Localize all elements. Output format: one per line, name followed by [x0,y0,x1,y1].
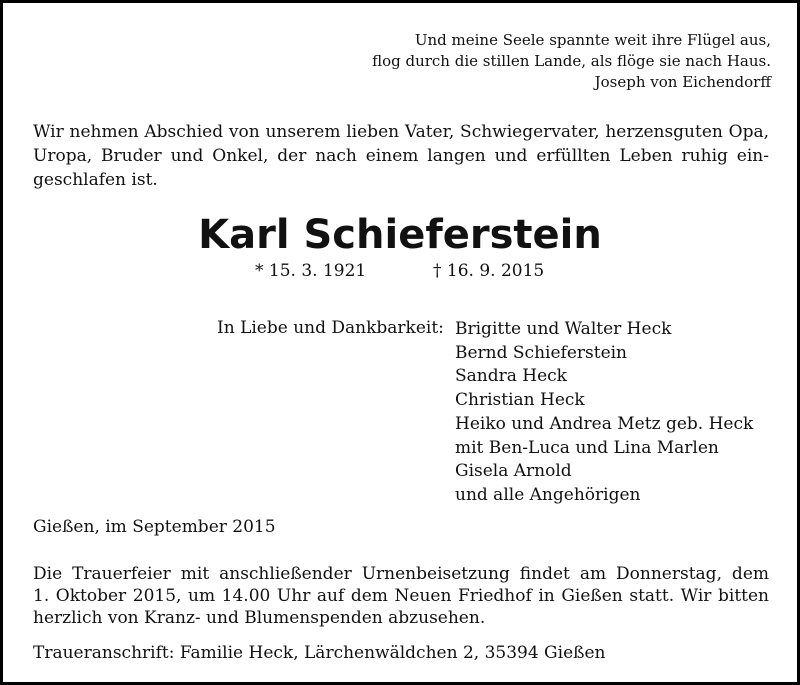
service-line: 1. Oktober 2015, um 14.00 Uhr auf dem Neuen Friedhof in Gießen statt. Wir bitten [33,586,769,606]
poem-quote [372,30,771,93]
service-line: Die Trauerfeier mit anschließender Urnenbeisetzung findet am Donnerstag, dem [33,564,769,584]
quote-author: Joseph von Eichendorff [594,73,771,91]
intro-line: geschlafen ist. [33,170,158,190]
family-member: Gisela Arnold [455,461,572,482]
family-member: Christian Heck [455,390,585,411]
quote-line: Und meine Seele spannte weit ihre Flügel aus, [414,31,771,49]
intro-line: Uropa, Bruder und Onkel, der nach einem langen und erfüllten Leben ruhig ein- [33,146,769,166]
death-date: † 16. 9. 2015 [433,261,545,281]
family-member: Bernd Schieferstein [455,342,628,363]
deceased-name: Karl Schieferstein [198,212,602,258]
place-date: Gießen, im September 2015 [33,517,276,537]
family-member: Heiko und Andrea Metz geb. Heck [455,413,754,434]
intro-line: Wir nehmen Abschied von unserem lieben Vater, Schwiegervater, herzensguten Opa, [33,122,769,142]
family-member: und alle Angehörigen [455,484,641,505]
family-member: mit Ben-Luca und Lina Marlen [455,437,719,458]
intro-paragraph [33,120,769,192]
mourning-address: Traueranschrift: Familie Heck, Lärchenwäldchen 2, 35394 Gießen [33,643,606,663]
quote-line: flog durch die stillen Lande, als flöge sie nach Haus. [372,52,771,70]
service-paragraph [33,563,769,629]
service-line: herzlich von Kranz- und Blumenspenden abzusehen. [33,608,486,628]
family-member: Brigitte und Walter Heck [455,319,672,339]
family-list [455,318,753,508]
family-label: In Liebe und Dankbarkeit: [217,318,444,338]
birth-date: * 15. 3. 1921 [255,261,367,281]
family-member: Sandra Heck [455,366,567,387]
